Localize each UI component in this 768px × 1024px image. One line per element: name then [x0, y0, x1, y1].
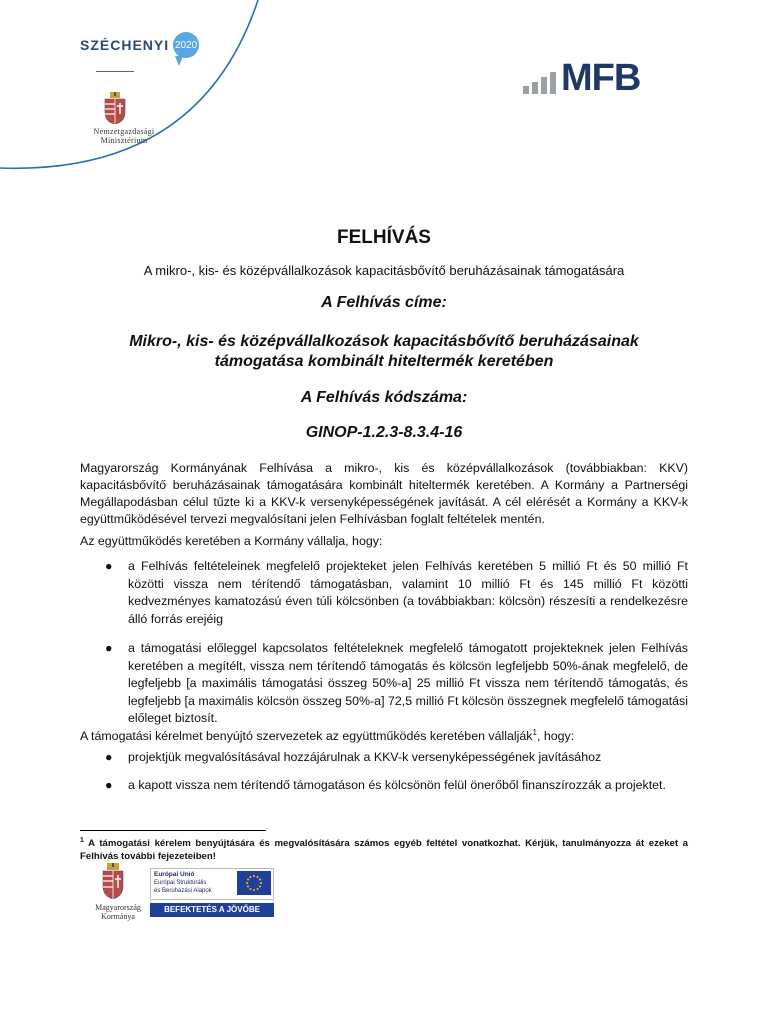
government-line-2: Kormánya: [101, 912, 135, 921]
government-logo-text: [76, 903, 160, 921]
call-title-line-2: támogatása kombinált hiteltermék keretében: [214, 353, 554, 370]
ministry-logo-text: [74, 127, 174, 145]
call-code-label: A Felhívás kódszáma:: [300, 389, 468, 406]
eu-flag-icon: [237, 871, 271, 895]
government-crest-icon: [102, 863, 124, 899]
bullet-icon: ●: [105, 777, 113, 792]
document-title: FELHÍVÁS: [337, 227, 431, 248]
eu-funds-label: [150, 868, 274, 900]
list-item: ● a Felhívás feltételeinek megfelelő projekteket jelen Felhívás keretében 5 millió Ft és 50 millió Ft közötti vissza nem térítendő támogatásban, valamint 10 millió Ft és 145 millió Ft közötti kedvezményes kamatozású éven túli kölcsönben (a továbbiakban: kölcsön) részesíti a rendelkezésre álló forrás erejéig: [105, 559, 688, 626]
eu-line-1: Európai Unió: [154, 871, 195, 878]
bullet-icon: ●: [105, 559, 113, 573]
szechenyi-year-badge: 2020: [173, 32, 199, 58]
call-title: [0, 332, 768, 372]
ministry-line-2: Minisztérium: [100, 136, 148, 145]
footnote-number: 1: [80, 837, 84, 844]
gov-commitments-list: [80, 558, 688, 734]
footnote-ref[interactable]: 1: [532, 728, 537, 737]
list-item: ● a kapott vissza nem térítendő támogatáson és kölcsönön felül önerőből finanszírozzák a projektet.: [80, 777, 688, 795]
eu-funds-logo: [150, 868, 274, 918]
applicant-commitments-list: [80, 749, 688, 800]
mfb-bars-icon: [523, 72, 556, 94]
szechenyi-logo: [80, 32, 199, 58]
eu-line-3: és Beruházási Alapok: [154, 888, 212, 894]
mfb-wordmark: MFB: [561, 57, 641, 99]
bullet-icon: ●: [105, 750, 113, 764]
ministry-line-1: Nemzetgazdasági: [93, 127, 155, 136]
footnote: [80, 834, 688, 863]
call-title-line-1: Mikro-, kis- és középvállalkozások kapacitásbővítő beruházásainak: [129, 333, 639, 350]
eu-slogan: BEFEKTETÉS A JÖVŐBE: [150, 903, 274, 917]
gov-commit-lead: Az együttműködés keretében a Kormány vállalja, hogy:: [80, 534, 383, 548]
header-divider: [96, 71, 134, 72]
intro-paragraph: Magyarország Kormányának Felhívása a mikro-, kis és középvállalkozások (továbbiakban: KKV) kapacitásbővítő beruházásainak támogatására kombinált hiteltermék keretében. A Kormány a Partnerségi Megállapodásban célul tűzte ki a KKV-k versenyképességének javítását. A cél elérését a Kormány a KKV-k együttműködésével tervezi megvalósítani jelen Felhívásban foglalt feltételek mentén.: [80, 461, 688, 526]
mfb-logo: [523, 57, 641, 99]
footnote-text: A támogatási kérelem benyújtására és megvalósítására számos egyéb feltétel vonatkozhat. Kérjük, tanulmányozza át ezeket a Felhívás további fejezeteiben!: [80, 838, 688, 863]
government-line-1: Magyarország: [95, 903, 141, 912]
call-title-label: A Felhívás címe:: [321, 294, 447, 311]
location-pin-icon: [173, 56, 185, 68]
header-arc: [0, 0, 300, 175]
footnote-rule: [80, 830, 266, 831]
szechenyi-wordmark: SZÉCHENYI: [80, 37, 170, 53]
hungarian-crest-icon: [104, 92, 126, 124]
bullet-icon: ●: [105, 641, 113, 655]
eu-line-2: Európai Strukturális: [154, 880, 207, 886]
list-item: ● projektjük megvalósításával hozzájárulnak a KKV-k versenyképességének javításához: [80, 749, 688, 767]
document-subtitle: A mikro-, kis- és középvállalkozások kapacitásbővítő beruházásainak támogatására: [143, 263, 625, 278]
call-code: GINOP-1.2.3-8.3.4-16: [305, 424, 463, 441]
applicant-commit-lead: A támogatási kérelmet benyújtó szervezetek az együttműködés keretében vállalják$^1$, hogy:: [80, 728, 575, 744]
list-item: ● a támogatási előleggel kapcsolatos feltételeknek megfelelő támogatott projekteknek jelen Felhívás keretében a megítélt, vissza nem térítendő támogatás és kölcsön legfeljebb 50%-ának megfelelő, de legfeljebb [a maximális támogatási összeg 50%-a] 25 millió Ft vissza nem térítendő támogatás, és legfeljebb [a maximális kölcsön összeg 50%-a] 72,5 millió Ft kölcsön összegnek megfelelő támogatási előleget biztosít.: [105, 641, 688, 725]
